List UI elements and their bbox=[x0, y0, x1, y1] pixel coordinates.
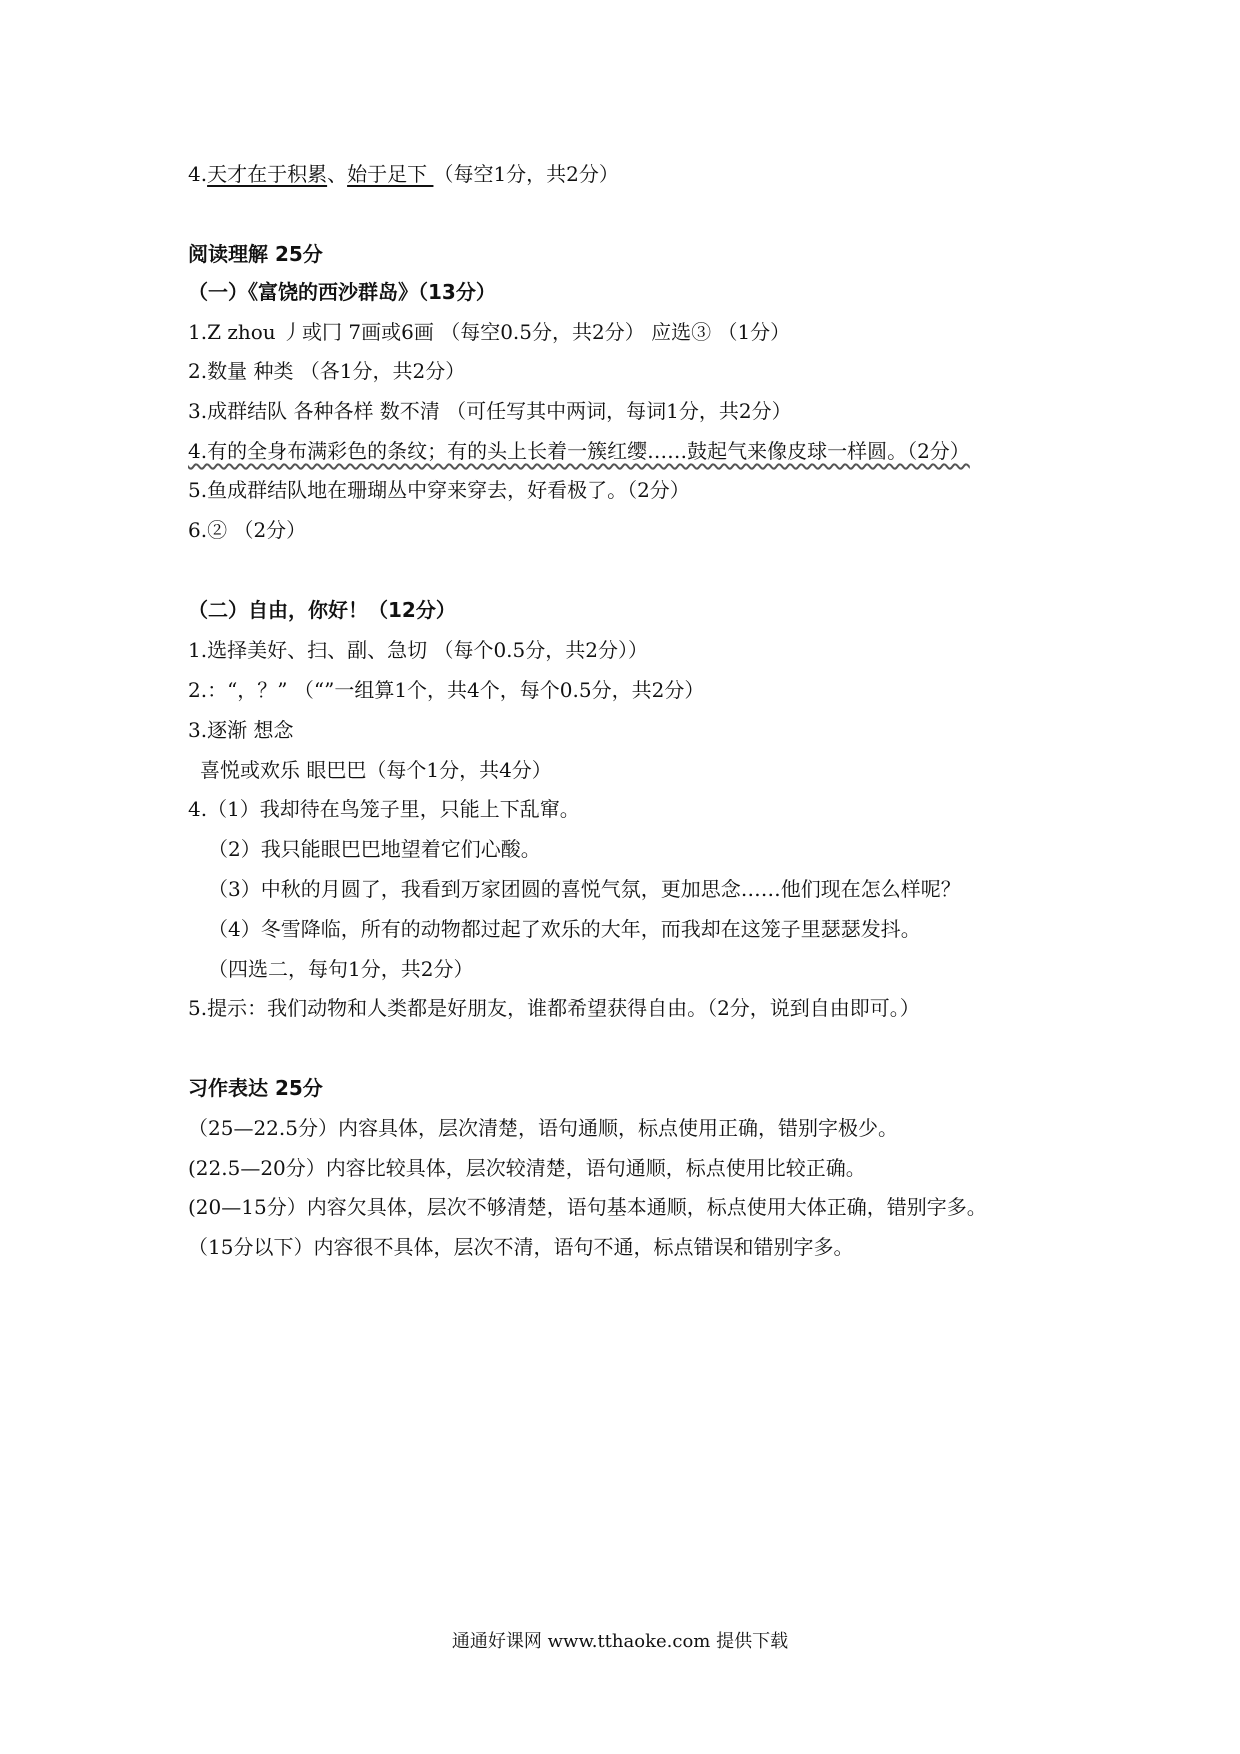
reading-part2-item-4-3: （3）中秋的月圆了，我看到万家团圆的喜悦气氛，更加思念……他们现在怎么样呢？ bbox=[208, 877, 961, 901]
writing-heading: 习作表达 25分 bbox=[188, 1076, 323, 1100]
reading-part2-item-4-2: （2）我只能眼巴巴地望着它们心酸。 bbox=[208, 837, 541, 861]
reading-part2-item-1: 1.选择美好、扫、副、急切 （每个0.5分，共2分）） bbox=[188, 638, 648, 662]
reading-part2-item-4-note: （四选二，每句1分，共2分） bbox=[208, 957, 474, 981]
reading-part2-item-3: 3.逐渐 想念 bbox=[188, 718, 294, 742]
q4-number: 4. bbox=[188, 162, 208, 186]
reading-part2-item-2: 2.：“，？” （“”一组算1个，共4个，每个0.5分，共2分） bbox=[188, 678, 705, 702]
reading-part2-item-3-cont: 喜悦或欢乐 眼巴巴（每个1分，共4分） bbox=[200, 758, 552, 782]
reading-part2-item-4-4: （4）冬雪降临，所有的动物都过起了欢乐的大年，而我却在这笼子里瑟瑟发抖。 bbox=[208, 917, 921, 941]
reading-part1-item-3: 3.成群结队 各种各样 数不清 （可任写其中两词，每词1分，共2分） bbox=[188, 399, 792, 423]
writing-criterion-3: (20—15分）内容欠具体，层次不够清楚，语句基本通顺，标点使用大体正确，错别字多。 bbox=[188, 1195, 987, 1219]
reading-part2-item-5: 5.提示：我们动物和人类都是好朋友，谁都希望获得自由。（2分，说到自由即可。） bbox=[188, 996, 920, 1020]
writing-criterion-2: (22.5—20分）内容比较具体，层次较清楚，语句通顺，标点使用比较正确。 bbox=[188, 1156, 866, 1180]
reading-part2-heading: （二）自由，你好！（12分） bbox=[188, 598, 456, 622]
reading-part1-item-1: 1.Z zhou 丿或冂 7画或6画 （每空0.5分，共2分） 应选③ （1分） bbox=[188, 320, 791, 344]
reading-part2-item-4: 4.（1）我却待在鸟笼子里，只能上下乱窜。 bbox=[188, 797, 580, 821]
q4-answer-2: 始于足下 bbox=[347, 162, 434, 186]
q4-score-note: （每空1分，共2分） bbox=[433, 162, 619, 186]
q4-answer-1: 天才在于积累 bbox=[207, 162, 328, 186]
basics-q4 bbox=[188, 160, 619, 188]
reading-part1-item-5: 5.鱼成群结队地在珊瑚丛中穿来穿去，好看极了。（2分） bbox=[188, 478, 690, 502]
q4-separator: 、 bbox=[327, 162, 348, 186]
reading-heading: 阅读理解 25分 bbox=[188, 242, 323, 266]
reading-part1-item-6: 6.② （2分） bbox=[188, 518, 307, 542]
writing-criterion-1: （25—22.5分）内容具体，层次清楚，语句通顺，标点使用正确，错别字极少。 bbox=[188, 1116, 898, 1140]
page-footer: 通通好课网 www.tthaoke.com 提供下载 bbox=[451, 1631, 789, 1652]
reading-part1-heading: （一）《富饶的西沙群岛》（13分） bbox=[188, 280, 496, 304]
reading-part1-item-4: 4.有的全身布满彩色的条纹；有的头上长着一簇红缨……鼓起气来像皮球一样圆。（2分） bbox=[188, 439, 970, 463]
reading-part1-item-2: 2.数量 种类 （各1分，共2分） bbox=[188, 359, 466, 383]
writing-criterion-4: （15分以下）内容很不具体，层次不清，语句不通，标点错误和错别字多。 bbox=[188, 1235, 854, 1259]
